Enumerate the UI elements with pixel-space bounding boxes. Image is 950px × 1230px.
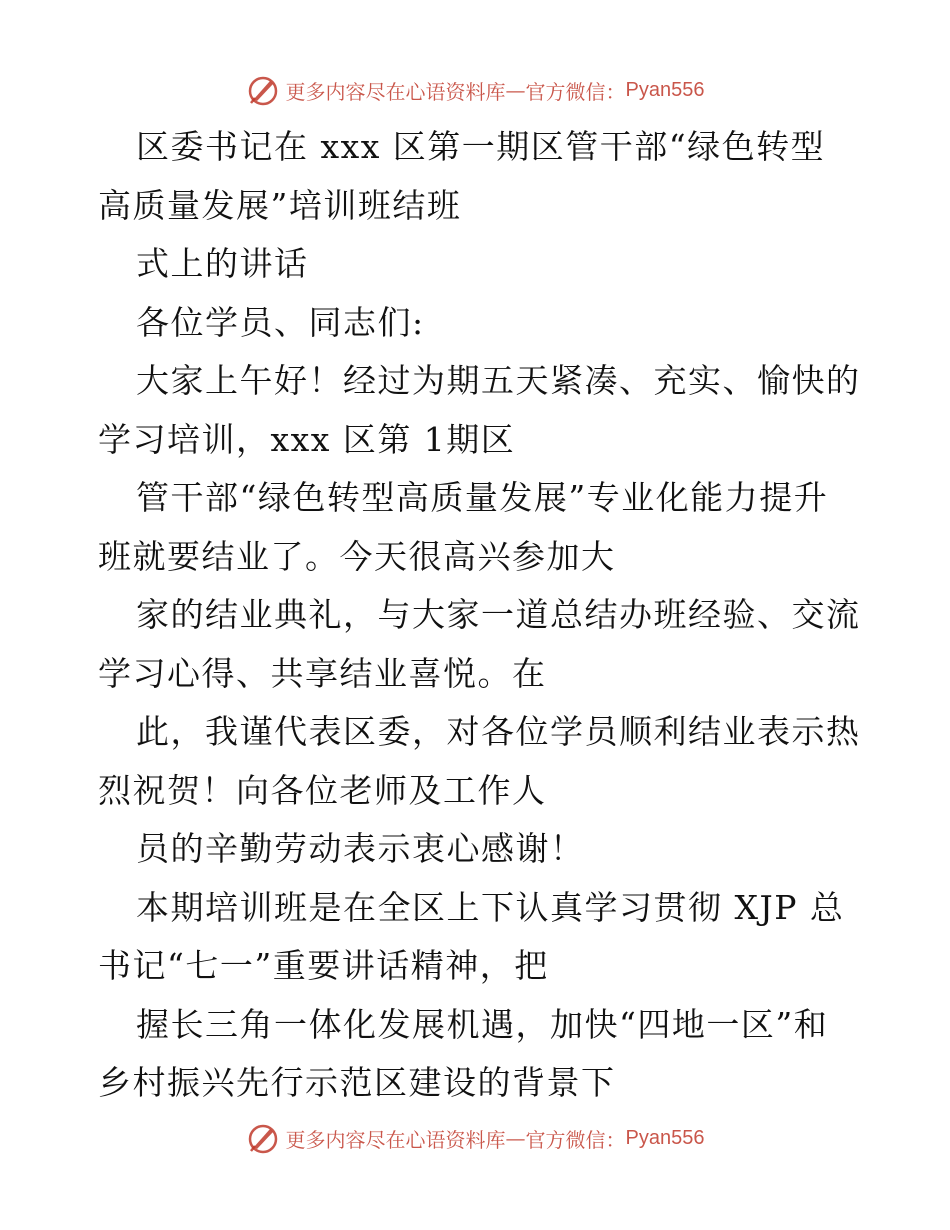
body-line: 大家上午好！经过为期五天紧凑、充实、愉快的: [136, 361, 861, 400]
title-line-3: 式上的讲话: [136, 244, 309, 283]
quill-pen-logo-icon: [246, 1121, 280, 1155]
title-line-2: 高质量发展”培训班结班: [98, 185, 462, 225]
watermark-site-text: 更多内容尽在心语资料库: [285, 1127, 506, 1152]
watermark-site-text: 更多内容尽在心语资料库: [285, 79, 506, 104]
body-line: 管干部“绿色转型高质量发展”专业化能力提升: [136, 478, 829, 517]
watermark-id-text: Pyan556: [625, 78, 705, 101]
body-line: 此，我谨代表区委，对各位学员顺利结业表示热: [136, 712, 861, 751]
quill-pen-logo-icon: [246, 73, 280, 107]
salutation-line: 各位学员、同志们:: [136, 302, 425, 342]
watermark-id-text: Pyan556: [625, 1126, 705, 1149]
watermark-dash: —: [505, 1126, 526, 1150]
body-line: 本期培训班是在全区上下认真学习贯彻 XJP 总: [136, 887, 845, 927]
body-line: 握长三角一体化发展机遇，加快“四地一区”和: [136, 1004, 829, 1044]
watermark-official-text: 官方微信：: [525, 79, 626, 104]
watermark-dash: —: [505, 78, 526, 102]
title-line-1: 区委书记在 xxx 区第一期区管干部“绿色转型: [136, 127, 826, 166]
watermark-official-text: 官方微信：: [525, 1127, 626, 1152]
footer-watermark: [0, 1118, 950, 1158]
header-watermark: [0, 70, 950, 110]
body-line: 班就要结业了。今天很高兴参加大: [98, 536, 616, 576]
document-body: [98, 118, 878, 1113]
body-line: 乡村振兴先行示范区建设的背景下: [98, 1063, 616, 1102]
body-line: 学习培训，xxx 区第 1期区: [98, 419, 516, 459]
body-line: 员的辛勤劳动表示衷心感谢！: [136, 829, 585, 868]
body-line: 学习心得、共享结业喜悦。在: [98, 653, 547, 693]
body-line: 书记“七一”重要讲话精神，把: [98, 946, 549, 985]
body-line: 家的结业典礼，与大家一道总结办班经验、交流: [136, 595, 861, 634]
body-line: 烈祝贺！向各位老师及工作人: [98, 770, 547, 810]
